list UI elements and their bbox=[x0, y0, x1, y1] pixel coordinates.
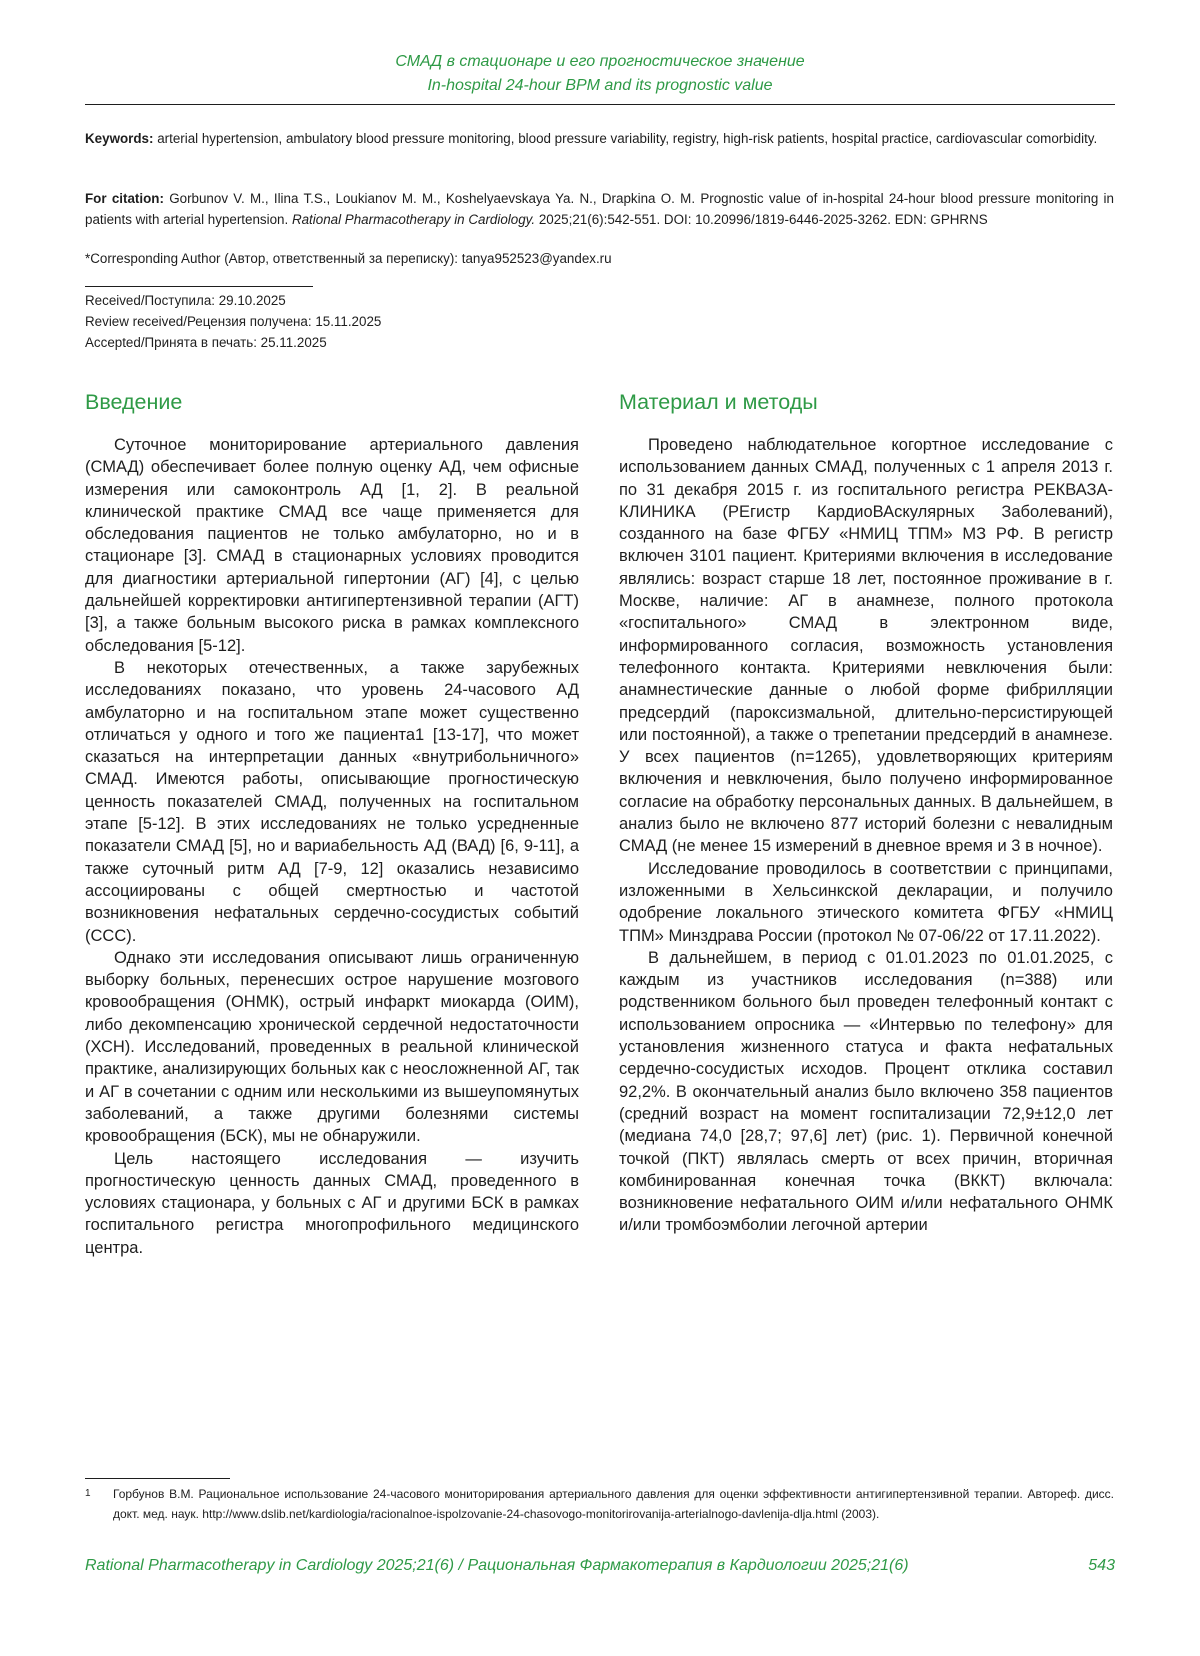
keywords-label: Keywords: bbox=[85, 131, 154, 146]
citation bbox=[85, 188, 1114, 230]
citation-details: 2025;21(6):542-551. DOI: 10.20996/1819-6446-2025-3262. EDN: GPHRNS bbox=[538, 212, 988, 227]
date-accepted: Accepted/Принята в печать: 25.11.2025 bbox=[85, 335, 327, 350]
footnote bbox=[85, 1484, 1114, 1524]
intro-section bbox=[85, 388, 579, 1259]
running-head-title-ru: СМАД в стационаре и его прогностическое значение bbox=[395, 53, 805, 70]
date-received: Received/Поступила: 29.10.2025 bbox=[85, 293, 286, 308]
dates-divider bbox=[85, 286, 313, 287]
citation-journal: Rational Pharmacotherapy in Cardiology. bbox=[291, 212, 536, 227]
date-review: Review received/Рецензия получена: 15.11.2025 bbox=[85, 314, 382, 329]
footnote-divider bbox=[85, 1478, 230, 1479]
running-head-title-en: In-hospital 24-hour BPM and its prognostic value bbox=[427, 77, 773, 94]
keywords-text: arterial hypertension, ambulatory blood pressure monitoring, blood pressure variability, registry, high-risk patients, hospital practice, cardiovascular comorbidity. bbox=[157, 131, 1098, 146]
methods-paragraph: В дальнейшем, в период с 01.01.2023 по 01.01.2025, с каждым из участников исследования (n=388) или родственником больного был проведен телефонный контакт с использованием опросника — «Интервью по телефону» для установления жизненного статуса и факта нефатальных сердечно-сосудистых исходов. Процент отклика составил 92,2%. В окончательный анализ было включено 358 пациентов (средний возраст на момент госпитализации 72,9±12,0 лет (медиана 74,0 [28,7; 97,6] лет) (рис. 1). Первичной конечной точкой (ПКТ) являлась смерть от всех причин, вторичная комбинированная конечная точка (ВККТ) включала: возникновение нефатального ОИМ и/или нефатального ОНМК и/или тромбоэмболии легочной артерии bbox=[619, 948, 1113, 1235]
intro-paragraph: В некоторых отечественных, а также зарубежных исследованиях показано, что уровень 24-часового АД амбулаторно и на госпитальном этапе может существенно отличаться у одного и того же пациента1 [13-17], что может сказаться на интерпретации данных «внутрибольничного» СМАД. Имеются работы, описывающие прогностическую ценность показателей СМАД, полученных на госпитальном этапе [5-12]. В этих исследованиях не только усредненные показатели СМАД [5], но и вариабельность АД (ВАД) [6, 9-11], а также суточный ритм АД [7-9, 12] оказались независимо ассоциированы с общей смертностью и частотой возникновения нефатальных сердечно-сосудистых событий (ССС). bbox=[85, 658, 579, 945]
article-dates bbox=[85, 290, 381, 353]
header-divider bbox=[85, 104, 1115, 105]
intro-paragraph: Суточное мониторирование артериального давления (СМАД) обеспечивает более полную оценку АД, чем офисные измерения или самоконтроль АД [1, 2]. В реальной клинической практике СМАД все чаще применяется для обследования пациентов не только амбулаторно, но и в стационаре [3]. СМАД в стационарных условиях проводится для диагностики артериальной гипертонии (АГ) [4], с целью дальнейшей корректировки антигипертензивной терапии (АГТ) [3], а также больным высокого риска в рамках комплексного обследования [5-12]. bbox=[85, 436, 579, 655]
footer-journal: Rational Pharmacotherapy in Cardiology 2025;21(6) / Рациональная Фармакотерапия в Кардиологии 2025;21(6) bbox=[85, 1557, 909, 1574]
footnote-text: Горбунов В.М. Рациональное использование 24-часового мониторирования артериального давления для оценки эффективности антигипертензивной терапии. Автореф. дисс. докт. мед. наук. http://www.dslib.net/kardiologia/racionalnoe-ispolzovanie-24-chasovogo-monitorirovanija-arterialnogo-davlenija-dlja.html (2003). bbox=[113, 1487, 1114, 1521]
citation-authors: Gorbunov V. M., Ilina T.S., Loukianov M. M., Koshelyaevskaya Ya. N., Drapkina O. M. Prognostic value of in-hospital 24-hour blood pressure monitoring in patients with arterial hypertension. bbox=[85, 191, 1114, 227]
methods-paragraph: Проведено наблюдательное когортное исследование с использованием данных СМАД, полученных с 1 апреля 2013 г. по 31 декабря 2015 г. из госпитального регистра РЕКВАЗА-КЛИНИКА (РЕгистр КардиоВАскулярных Заболеваний), созданного на базе ФГБУ «НМИЦ ТПМ» МЗ РФ. В регистр включен 3101 пациент. Критериями включения в исследование являлись: возраст старше 18 лет, постоянное проживание в г. Москве, наличие: АГ в анамнезе, полного протокола «госпитального» СМАД в электронном виде, информированного согласия, возможность установления телефонного контакта. Критериями невключения были: анамнестические данные о любой форме фибрилляции предсердий (пароксизмальной, длительно-персистирующей или постоянной), а также о трепетании предсердий в анамнезе. У всех пациентов (n=1265), удовлетворяющих критериям включения и невключения, было получено информированное согласие на обработку персональных данных. В дальнейшем, в анализ было не включено 877 историй болезни с невалидным СМАД (не менее 15 измерений в дневное время и 3 в ночное). bbox=[619, 436, 1113, 856]
methods-section bbox=[619, 388, 1113, 1237]
footnote-number: 1 bbox=[85, 1488, 91, 1499]
running-head bbox=[85, 50, 1115, 98]
methods-paragraph: Исследование проводилось в соответствии с принципами, изложенными в Хельсинкской декларации, и получило одобрение локального этического комитета ФГБУ «НМИЦ ТПМ» Минздрава России (протокол № 07-06/22 от 17.11.2022). bbox=[619, 859, 1113, 945]
corresponding-author: *Corresponding Author (Автор, ответственный за переписку): tanya952523@yandex.ru bbox=[85, 251, 612, 266]
methods-heading: Материал и методы bbox=[619, 390, 818, 414]
intro-heading: Введение bbox=[85, 390, 183, 414]
intro-paragraph: Цель настоящего исследования — изучить прогностическую ценность данных СМАД, проведенного в условиях стационара, у больных с АГ и другими БСК в рамках госпитального регистра многопрофильного медицинского центра. bbox=[85, 1149, 579, 1257]
citation-label: For citation: bbox=[85, 191, 164, 206]
keywords bbox=[85, 128, 1114, 149]
page-number: 543 bbox=[1088, 1557, 1115, 1574]
intro-paragraph: Однако эти исследования описывают лишь ограниченную выборку больных, перенесших острое нарушение мозгового кровообращения (ОНМК), острый инфаркт миокарда (ОИМ), либо декомпенсацию хронической сердечной недостаточности (ХСН). Исследований, проведенных в реальной клинической практике, анализирующих больных как с неосложненной АГ, так и АГ в сочетании с одним или несколькими из вышеупомянутых заболеваний, а также другими болезнями системы кровообращения (БСК), мы не обнаружили. bbox=[85, 948, 579, 1146]
